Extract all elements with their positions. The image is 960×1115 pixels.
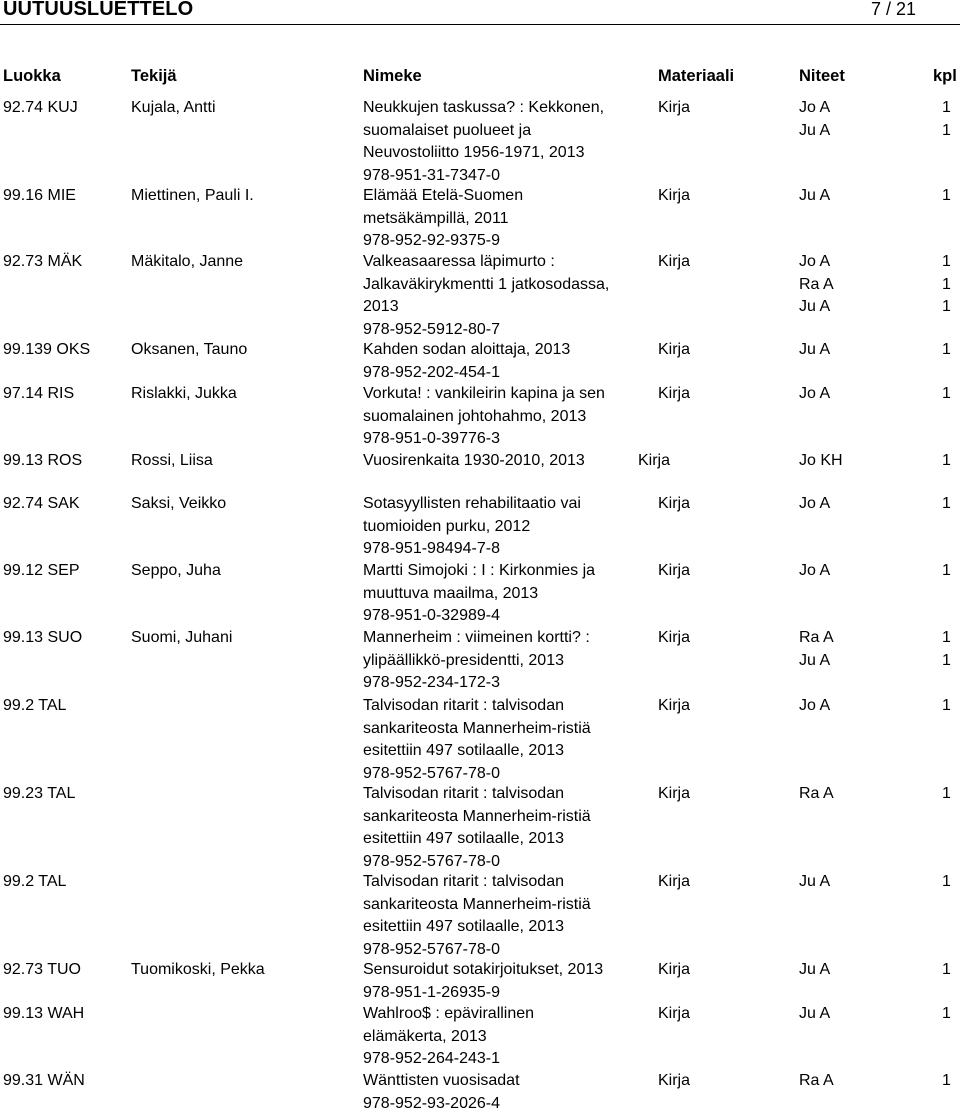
cell-niteet: [799, 251, 834, 319]
cell-niteet: [799, 871, 830, 894]
nimeke-line: 2013: [363, 296, 653, 319]
kpl-line: 1: [942, 251, 951, 274]
niteet-line: Jo KH: [799, 450, 843, 473]
column-header-tekija: Tekijä: [131, 67, 177, 86]
nimeke-line: Wänttisten vuosisadat: [363, 1070, 653, 1093]
kpl-line: 1: [942, 339, 951, 362]
niteet-line: Ju A: [799, 650, 834, 673]
nimeke-line: Valkeasaaressa läpimurto :: [363, 251, 653, 274]
cell-nimeke: [363, 383, 653, 451]
cell-kpl: [942, 1070, 951, 1093]
cell-kpl: [942, 959, 951, 982]
nimeke-line: Sotasyyllisten rehabilitaatio vai: [363, 493, 653, 516]
cell-tekija: Kujala, Antti: [131, 97, 216, 120]
cell-luokka: 97.14 RIS: [3, 383, 74, 406]
cell-materiaali: Kirja: [658, 251, 690, 274]
cell-materiaali: Kirja: [658, 627, 690, 650]
niteet-line: Ju A: [799, 185, 830, 208]
niteet-line: Ju A: [799, 959, 830, 982]
cell-niteet: [799, 783, 834, 806]
cell-tekija: Seppo, Juha: [131, 560, 221, 583]
header-divider: [0, 24, 960, 25]
niteet-line: Ju A: [799, 1003, 830, 1026]
niteet-line: Jo A: [799, 97, 830, 120]
cell-materiaali: Kirja: [658, 383, 690, 406]
kpl-line: 1: [942, 450, 951, 473]
cell-kpl: [942, 493, 951, 516]
nimeke-line: esitettiin 497 sotilaalle, 2013: [363, 740, 653, 763]
cell-niteet: [799, 560, 830, 583]
cell-materiaali: Kirja: [658, 1070, 690, 1093]
cell-kpl: [942, 695, 951, 718]
cell-niteet: [799, 493, 830, 516]
kpl-line: 1: [942, 959, 951, 982]
cell-nimeke: [363, 185, 653, 253]
nimeke-line: elämäkerta, 2013: [363, 1026, 653, 1049]
cell-niteet: [799, 339, 830, 362]
nimeke-line: 978-952-5767-78-0: [363, 763, 653, 786]
cell-tekija: Rislakki, Jukka: [131, 383, 237, 406]
kpl-line: 1: [942, 120, 951, 143]
cell-tekija: Miettinen, Pauli I.: [131, 185, 254, 208]
cell-tekija: Oksanen, Tauno: [131, 339, 247, 362]
cell-nimeke: [363, 493, 653, 561]
nimeke-line: Jalkaväkirykmentti 1 jatkosodassa,: [363, 274, 653, 297]
nimeke-line: Vuosirenkaita 1930-2010, 2013: [363, 450, 653, 473]
nimeke-line: 978-952-5767-78-0: [363, 939, 653, 962]
cell-luokka: 99.139 OKS: [3, 339, 90, 362]
nimeke-line: Talvisodan ritarit : talvisodan: [363, 695, 653, 718]
cell-kpl: [942, 185, 951, 208]
nimeke-line: esitettiin 497 sotilaalle, 2013: [363, 828, 653, 851]
nimeke-line: 978-952-202-454-1: [363, 362, 653, 385]
cell-kpl: [942, 339, 951, 362]
nimeke-line: suomalaiset puolueet ja: [363, 120, 653, 143]
cell-luokka: 99.13 ROS: [3, 450, 82, 473]
cell-materiaali: Kirja: [658, 185, 690, 208]
cell-kpl: [942, 783, 951, 806]
niteet-line: Ra A: [799, 274, 834, 297]
cell-nimeke: [363, 450, 653, 473]
cell-materiaali: Kirja: [658, 871, 690, 894]
nimeke-line: tuomioiden purku, 2012: [363, 516, 653, 539]
cell-niteet: [799, 450, 843, 473]
cell-luokka: 99.31 WÄN: [3, 1070, 85, 1093]
niteet-line: Ju A: [799, 296, 834, 319]
kpl-line: 1: [942, 871, 951, 894]
niteet-line: Ju A: [799, 339, 830, 362]
nimeke-line: Elämää Etelä-Suomen: [363, 185, 653, 208]
kpl-line: 1: [942, 97, 951, 120]
niteet-line: Jo A: [799, 493, 830, 516]
cell-kpl: [942, 871, 951, 894]
nimeke-line: Vorkuta! : vankileirin kapina ja sen: [363, 383, 653, 406]
cell-materiaali: Kirja: [658, 695, 690, 718]
niteet-line: Ra A: [799, 783, 834, 806]
kpl-line: 1: [942, 274, 951, 297]
cell-materiaali: Kirja: [638, 450, 670, 473]
kpl-line: 1: [942, 296, 951, 319]
cell-nimeke: [363, 560, 653, 628]
nimeke-line: sankariteosta Mannerheim-ristiä: [363, 894, 653, 917]
cell-materiaali: Kirja: [658, 493, 690, 516]
nimeke-line: suomalainen johtohahmo, 2013: [363, 406, 653, 429]
cell-niteet: [799, 383, 830, 406]
nimeke-line: 978-951-0-32989-4: [363, 605, 653, 628]
kpl-line: 1: [942, 383, 951, 406]
cell-tekija: Mäkitalo, Janne: [131, 251, 243, 274]
nimeke-line: 978-952-5912-80-7: [363, 319, 653, 342]
cell-tekija: Tuomikoski, Pekka: [131, 959, 265, 982]
column-header-materiaali: Materiaali: [658, 67, 734, 86]
nimeke-line: esitettiin 497 sotilaalle, 2013: [363, 916, 653, 939]
cell-materiaali: Kirja: [658, 783, 690, 806]
column-header-niteet: Niteet: [799, 67, 845, 86]
cell-niteet: [799, 959, 830, 982]
cell-nimeke: [363, 695, 653, 785]
cell-kpl: [942, 1003, 951, 1026]
cell-materiaali: Kirja: [658, 959, 690, 982]
nimeke-line: Mannerheim : viimeinen kortti? :: [363, 627, 653, 650]
cell-nimeke: [363, 783, 653, 873]
cell-kpl: [942, 560, 951, 583]
nimeke-line: metsäkämpillä, 2011: [363, 208, 653, 231]
cell-niteet: [799, 185, 830, 208]
nimeke-line: muuttuva maailma, 2013: [363, 583, 653, 606]
niteet-line: Jo A: [799, 251, 834, 274]
niteet-line: Jo A: [799, 695, 830, 718]
nimeke-line: sankariteosta Mannerheim-ristiä: [363, 806, 653, 829]
cell-niteet: [799, 1003, 830, 1026]
nimeke-line: 978-952-5767-78-0: [363, 851, 653, 874]
cell-kpl: [942, 450, 951, 473]
cell-kpl: [942, 627, 951, 672]
niteet-line: Ju A: [799, 871, 830, 894]
cell-luokka: 99.16 MIE: [3, 185, 76, 208]
nimeke-line: 978-952-264-243-1: [363, 1048, 653, 1071]
kpl-line: 1: [942, 783, 951, 806]
nimeke-line: Neuvostoliitto 1956-1971, 2013: [363, 142, 653, 165]
nimeke-line: Kahden sodan aloittaja, 2013: [363, 339, 653, 362]
nimeke-line: Wahlroo$ : epävirallinen: [363, 1003, 653, 1026]
cell-nimeke: [363, 1070, 653, 1115]
cell-niteet: [799, 627, 834, 672]
cell-luokka: 99.12 SEP: [3, 560, 80, 583]
niteet-line: Ra A: [799, 627, 834, 650]
cell-materiaali: Kirja: [658, 1003, 690, 1026]
nimeke-line: Talvisodan ritarit : talvisodan: [363, 783, 653, 806]
kpl-line: 1: [942, 1003, 951, 1026]
kpl-line: 1: [942, 695, 951, 718]
kpl-line: 1: [942, 493, 951, 516]
cell-luokka: 99.23 TAL: [3, 783, 75, 806]
cell-nimeke: [363, 871, 653, 961]
page-number: 7 / 21: [871, 0, 916, 20]
nimeke-line: sankariteosta Mannerheim-ristiä: [363, 718, 653, 741]
cell-luokka: 99.13 SUO: [3, 627, 82, 650]
kpl-line: 1: [942, 560, 951, 583]
nimeke-line: 978-951-31-7347-0: [363, 165, 653, 188]
cell-nimeke: [363, 339, 653, 384]
cell-luokka: 99.13 WAH: [3, 1003, 84, 1026]
cell-tekija: Rossi, Liisa: [131, 450, 213, 473]
nimeke-line: 978-951-1-26935-9: [363, 982, 653, 1005]
nimeke-line: ylipäällikkö-presidentti, 2013: [363, 650, 653, 673]
column-header-luokka: Luokka: [3, 67, 61, 86]
kpl-line: 1: [942, 650, 951, 673]
cell-materiaali: Kirja: [658, 97, 690, 120]
nimeke-line: 978-952-234-172-3: [363, 672, 653, 695]
nimeke-line: Martti Simojoki : I : Kirkonmies ja: [363, 560, 653, 583]
column-header-kpl: kpl: [933, 67, 957, 86]
nimeke-line: 978-952-92-9375-9: [363, 230, 653, 253]
cell-nimeke: [363, 1003, 653, 1071]
cell-kpl: [942, 251, 951, 319]
cell-luokka: 92.73 MÄK: [3, 251, 82, 274]
cell-niteet: [799, 695, 830, 718]
cell-nimeke: [363, 251, 653, 341]
cell-luokka: 92.74 SAK: [3, 493, 80, 516]
page-title: UUTUUSLUETTELO: [3, 0, 193, 21]
nimeke-line: 978-952-93-2026-4: [363, 1093, 653, 1115]
cell-kpl: [942, 97, 951, 142]
cell-luokka: 99.2 TAL: [3, 695, 66, 718]
niteet-line: Ra A: [799, 1070, 834, 1093]
kpl-line: 1: [942, 627, 951, 650]
cell-luokka: 92.73 TUO: [3, 959, 81, 982]
niteet-line: Jo A: [799, 383, 830, 406]
column-header-nimeke: Nimeke: [363, 67, 422, 86]
cell-niteet: [799, 97, 830, 142]
nimeke-line: 978-951-0-39776-3: [363, 428, 653, 451]
cell-nimeke: [363, 627, 653, 695]
cell-nimeke: [363, 97, 653, 187]
nimeke-line: Talvisodan ritarit : talvisodan: [363, 871, 653, 894]
niteet-line: Ju A: [799, 120, 830, 143]
kpl-line: 1: [942, 185, 951, 208]
cell-kpl: [942, 383, 951, 406]
nimeke-line: 978-951-98494-7-8: [363, 538, 653, 561]
nimeke-line: Neukkujen taskussa? : Kekkonen,: [363, 97, 653, 120]
cell-niteet: [799, 1070, 834, 1093]
cell-luokka: 99.2 TAL: [3, 871, 66, 894]
cell-materiaali: Kirja: [658, 560, 690, 583]
cell-tekija: Suomi, Juhani: [131, 627, 232, 650]
cell-nimeke: [363, 959, 653, 1004]
cell-tekija: Saksi, Veikko: [131, 493, 226, 516]
cell-luokka: 92.74 KUJ: [3, 97, 78, 120]
niteet-line: Jo A: [799, 560, 830, 583]
kpl-line: 1: [942, 1070, 951, 1093]
cell-materiaali: Kirja: [658, 339, 690, 362]
nimeke-line: Sensuroidut sotakirjoitukset, 2013: [363, 959, 653, 982]
